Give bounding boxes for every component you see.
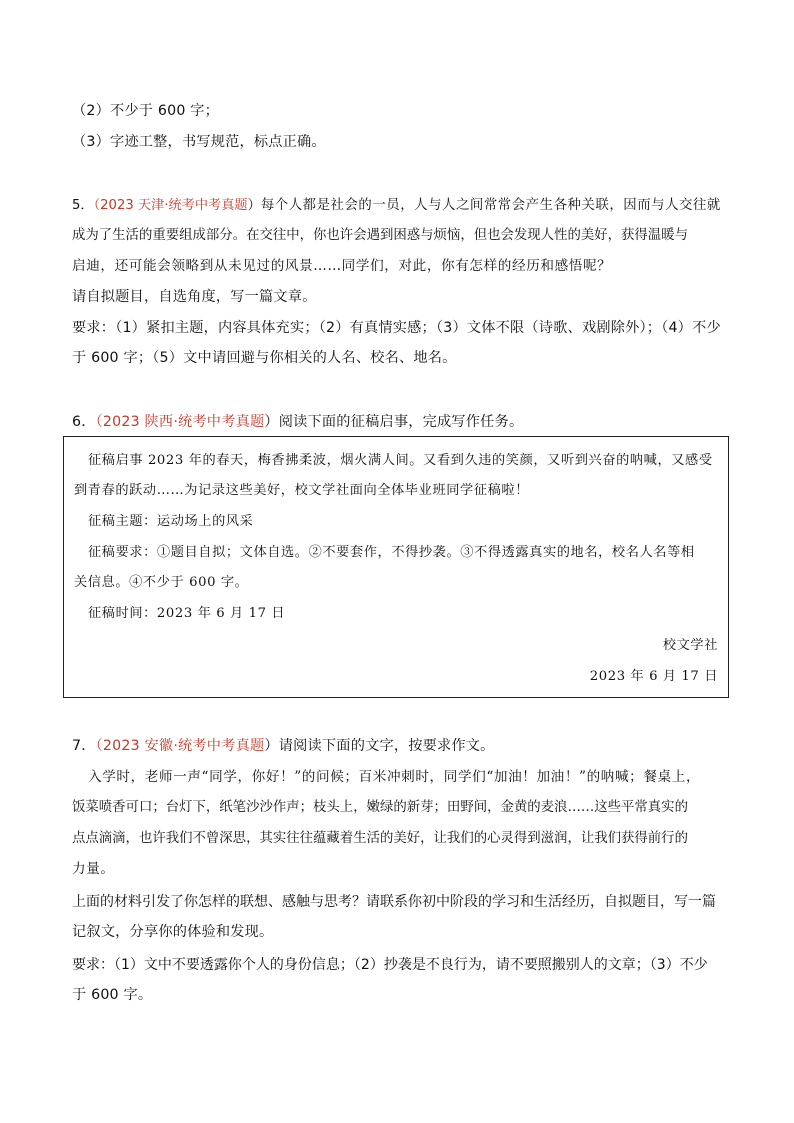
q5-requirements-line-2: 于 600 字；（5）文中请回避与你相关的人名、校名、地名。 xyxy=(72,350,457,366)
q5-source-close: ） xyxy=(247,198,261,213)
notice-line-2: 到青春的跃动……为记录这些美好，校文学社面向全体毕业班同学征稿啦！ xyxy=(74,483,529,498)
q7-material-line-2: 饭菜喷香可口；台灯下，纸笔沙沙作声；枝头上，嫩绿的新芽；田野间，金黄的麦浪……这些平常真实的 xyxy=(72,800,688,815)
q6-prompt: 阅读下面的征稿启事，完成写作任务。 xyxy=(278,414,524,430)
requirement-3: （3）字迹工整，书写规范，标点正确。 xyxy=(72,134,326,150)
q7-prompt: 请阅读下面的文字，按要求作文。 xyxy=(278,738,495,754)
q5-number: 5． xyxy=(72,198,94,213)
q6-source-close: ） xyxy=(264,414,279,430)
q6-source-open: （ xyxy=(95,414,103,430)
q5-requirements-line-1: 要求：（1）紧扣主题，内容具体充实；（2）有真情实感；（3）文体不限（诗歌、戏剧除外）；（4）不少 xyxy=(72,320,721,336)
q7-requirements-line-1: 要求：（1）文中不要透露你个人的身份信息；（2）抄袭是不良行为，请不要照搬别人的文章；（3）不少 xyxy=(72,957,708,973)
q7-header xyxy=(72,736,495,756)
notice-date: 2023 年 6 月 17 日 xyxy=(589,669,718,684)
q5-source: 2023 天津·统考中考真题 xyxy=(100,198,248,213)
q7-source-open: （ xyxy=(95,738,103,754)
q7-requirements-line-2: 于 600 字。 xyxy=(72,987,153,1003)
q5-prompt-line-2: 成为了生活的重要组成部分。在交往中，你也许会遇到困惑与烦恼，但也会发现人性的美好，获得温暖与 xyxy=(72,228,688,243)
q7-material-line-3: 点点滴滴，也许我们不曾深思，其实往往蕴藏着生活的美好，让我们的心灵得到滋润，让我们获得前行的 xyxy=(72,831,688,846)
q5-prompt-line-1: 每个人都是社会的一员，人与人之间常常会产生各种关联，因而与人交往就 xyxy=(260,198,721,213)
notice-line-1: 征稿启事 2023 年的春天，梅香拂柔波，烟火满人间。又看到久违的笑颜，又听到兴奋的呐喊，又感受 xyxy=(88,453,713,468)
notice-requirements-line-1: 征稿要求：①题目自拟；文体自选。②不要套作，不得抄袭。③不得透露真实的地名，校名人名等相 xyxy=(88,545,695,560)
q5-header xyxy=(72,196,721,216)
notice-theme: 征稿主题：运动场上的风采 xyxy=(88,514,254,529)
q5-source-open: （ xyxy=(93,198,101,213)
call-for-submissions-box xyxy=(63,436,729,698)
q7-material-line-1: 入学时，老师一声“同学，你好！”的问候；百米冲刺时，同学们“加油！加油！”的呐喊；餐桌上， xyxy=(88,769,701,785)
q5-prompt-line-3: 启迪，还可能会领略到从未见过的风景……同学们，对此，你有怎样的经历和感悟呢？ xyxy=(72,258,612,274)
q7-number: 7． xyxy=(72,738,96,754)
q5-task: 请自拟题目，自选角度，写一篇文章。 xyxy=(72,289,317,305)
q7-source: 2023 安徽·统考中考真题 xyxy=(102,738,265,754)
q7-question-line-2: 记叙文，分享你的体验和发现。 xyxy=(72,924,274,940)
q6-source: 2023 陕西·统考中考真题 xyxy=(102,414,265,430)
requirement-2: （2）不少于 600 字； xyxy=(72,103,220,119)
notice-signature: 校文学社 xyxy=(662,638,718,653)
notice-deadline: 征稿时间：2023 年 6 月 17 日 xyxy=(88,606,286,621)
notice-requirements-line-2: 关信息。④不少于 600 字。 xyxy=(74,575,249,590)
q6-number: 6． xyxy=(72,414,96,430)
q7-source-close: ） xyxy=(264,738,279,754)
q6-header xyxy=(72,412,523,432)
q7-question-line-1: 上面的材料引发了你怎样的联想、感触与思考？请联系你初中阶段的学习和生活经历，自拟题目，写一篇 xyxy=(72,894,716,910)
q7-material-line-4: 力量。 xyxy=(72,861,115,877)
